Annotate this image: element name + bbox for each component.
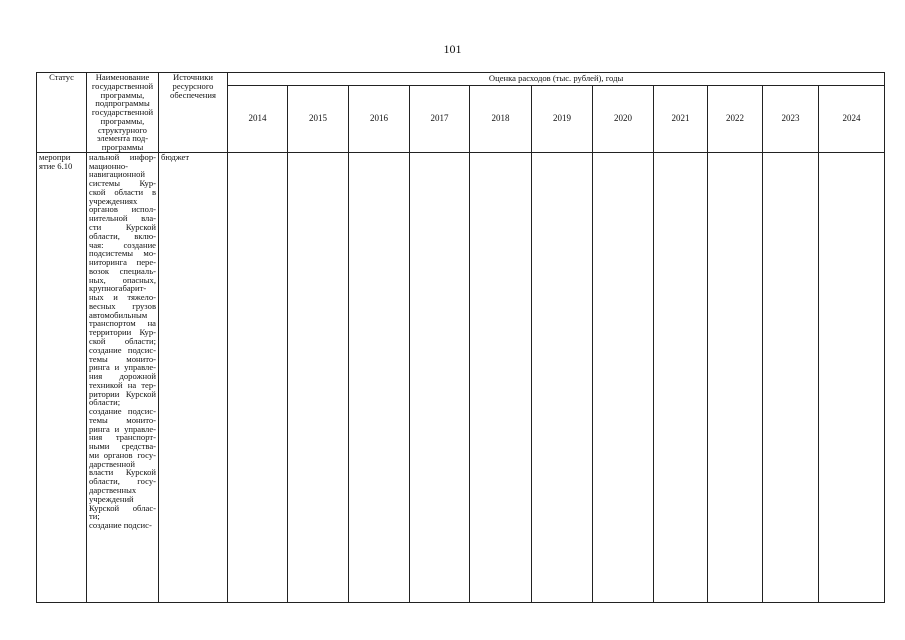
row-name-line: ринга и управле- xyxy=(89,362,156,373)
row-name-line: автомобильным xyxy=(89,309,148,320)
header-name-line: подпрограммы xyxy=(95,98,150,109)
row-name-line: создание подсис- xyxy=(89,406,156,417)
row-year-cell xyxy=(470,152,532,602)
row-name-line: ния транспорт- xyxy=(89,432,156,443)
row-name-line: ниторинга пере- xyxy=(89,257,156,268)
row-name-line: территории Кур- xyxy=(89,327,156,338)
row-name-line: органов испол- xyxy=(89,204,156,215)
header-name-line: Наименование xyxy=(95,72,150,82)
header-source-line: обеспечения xyxy=(170,89,216,100)
row-name-line: власти Курской xyxy=(89,467,156,478)
row-name-line: учреждениях xyxy=(89,195,138,206)
row-year-cell xyxy=(349,152,410,602)
row-year-cell xyxy=(763,152,819,602)
row-name-line: ской области в xyxy=(89,186,156,197)
row-name-line: сти Курской xyxy=(89,222,156,233)
row-year-cell xyxy=(819,152,885,602)
row-name xyxy=(87,152,159,602)
row-name-line: системы Кур- xyxy=(89,178,156,189)
row-status-line: ятие 6.10 xyxy=(39,160,73,171)
row-name-line: ных, опасных, xyxy=(89,274,156,285)
row-status xyxy=(37,152,87,602)
row-name-line: создание подсис- xyxy=(89,344,156,355)
row-name-line: ными средства- xyxy=(89,441,156,452)
row-name-line: чая: создание xyxy=(89,239,156,250)
row-source: бюджет xyxy=(159,152,228,602)
page-number: 101 xyxy=(443,42,462,56)
header-year: 2024 xyxy=(819,85,885,152)
row-year-cell xyxy=(654,152,708,602)
row-status-line: меропри xyxy=(39,152,71,162)
header-source-line: ресурсного xyxy=(172,80,214,91)
header-source xyxy=(159,73,228,153)
budget-table xyxy=(36,72,885,603)
row-name-line: навигационной xyxy=(89,169,145,180)
row-name-line: транспортом на xyxy=(89,318,156,329)
row-name-line: ской области; xyxy=(89,335,156,346)
header-name-line: программы, xyxy=(100,115,145,126)
row-name-line: ритории Курской xyxy=(89,388,156,399)
row-year-cell xyxy=(532,152,593,602)
row-name-line: учреждений xyxy=(89,493,134,504)
row-name-line: области, вклю- xyxy=(89,230,156,241)
header-year: 2018 xyxy=(470,85,532,152)
row-name-line: ти; xyxy=(89,511,100,522)
header-year: 2017 xyxy=(410,85,470,152)
header-name-line: государственной xyxy=(91,107,154,118)
header-year: 2021 xyxy=(654,85,708,152)
header-name-line: структурного xyxy=(98,124,147,135)
header-status: Статус xyxy=(37,73,87,153)
row-name-line: нительной вла- xyxy=(89,213,156,224)
header-year: 2019 xyxy=(532,85,593,152)
row-name-line: темы монито- xyxy=(89,353,156,364)
row-name-line: техникой на тер- xyxy=(89,379,156,390)
header-year: 2022 xyxy=(708,85,763,152)
row-name-line: Курской облас- xyxy=(89,502,156,513)
header-name-line: программы xyxy=(101,142,144,153)
row-name-line: области; xyxy=(89,397,121,408)
row-year-cell xyxy=(708,152,763,602)
row-name-line: области, госу- xyxy=(89,476,156,487)
header-year: 2015 xyxy=(288,85,349,152)
row-name-line: темы монито- xyxy=(89,414,156,425)
header-year: 2020 xyxy=(593,85,654,152)
row-name-line: крупногабарит- xyxy=(89,283,147,294)
row-name-line: нальной инфор- xyxy=(89,152,156,162)
row-name-line: ми органов госу- xyxy=(89,449,156,460)
row-year-cell xyxy=(228,152,288,602)
row-name-line: дарственной xyxy=(89,458,135,469)
row-year-cell xyxy=(593,152,654,602)
header-year: 2023 xyxy=(763,85,819,152)
row-name-line: возок специаль- xyxy=(89,265,156,276)
row-name-line: дарственных xyxy=(89,484,137,495)
header-year: 2016 xyxy=(349,85,410,152)
header-source-line: Источники xyxy=(172,72,214,82)
header-name xyxy=(87,73,159,153)
header-name-line: элемента под- xyxy=(96,133,149,144)
row-name-line: весных грузов xyxy=(89,300,156,311)
header-year: 2014 xyxy=(228,85,288,152)
header-estimate: Оценка расходов (тыс. рублей), годы xyxy=(228,73,885,86)
header-name-line: программы, xyxy=(100,89,145,100)
header-name-line: государственной xyxy=(91,80,154,91)
row-name-line: ринга и управле- xyxy=(89,423,156,434)
row-year-cell xyxy=(410,152,470,602)
row-year-cell xyxy=(288,152,349,602)
row-name-line: ных и тяжело- xyxy=(89,292,156,303)
row-name-line: подсистемы мо- xyxy=(89,248,156,259)
row-name-line: создание подсис- xyxy=(89,520,152,531)
row-name-line: ния дорожной xyxy=(89,371,156,382)
row-name-line: мационно- xyxy=(89,160,129,171)
